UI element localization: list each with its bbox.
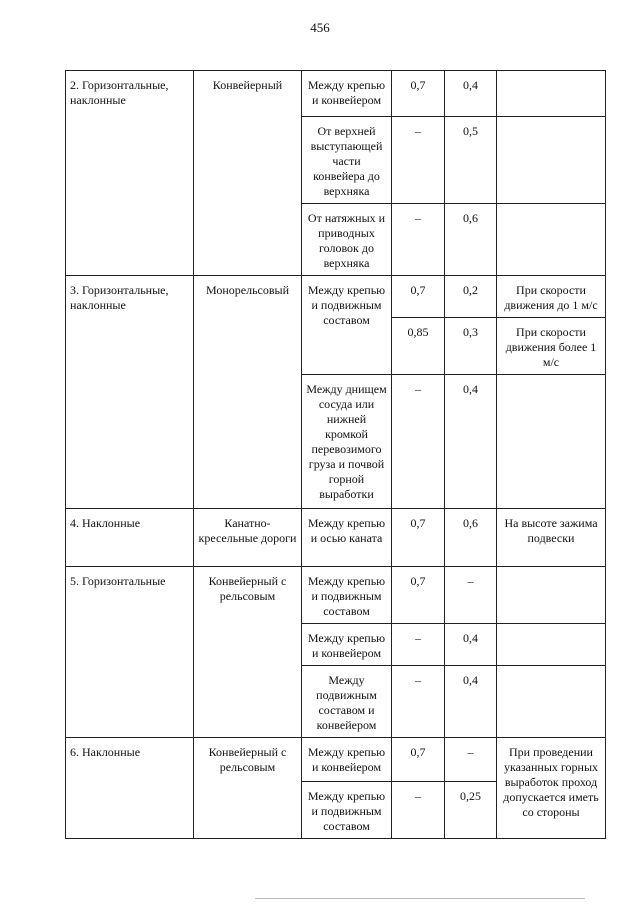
note-cell xyxy=(497,117,606,204)
clearance-value-2-cell: 0,3 xyxy=(445,318,497,375)
bottom-rule xyxy=(255,898,585,899)
workings-type-cell: 5. Горизонтальные xyxy=(66,567,194,738)
note-cell: При проведении указанных горных выработок проход допускается иметь со стороны xyxy=(497,738,606,839)
clearance-value-2-cell: 0,4 xyxy=(445,624,497,666)
workings-type-cell: 3. Горизонтальные, наклонные xyxy=(66,276,194,509)
workings-type-cell: 6. Наклонные xyxy=(66,738,194,839)
clearance-value-1-cell: 0,7 xyxy=(392,276,445,318)
clearance-value-1-cell: – xyxy=(392,666,445,738)
table-body xyxy=(66,71,606,839)
workings-type-cell: 2. Горизонтальные, наклонные xyxy=(66,71,194,276)
clearance-between-cell: От верхней выступающей части конвейера до верхняка xyxy=(302,117,392,204)
clearance-between-cell: Между крепью и конвейером xyxy=(302,71,392,117)
note-cell xyxy=(497,666,606,738)
note-cell xyxy=(497,204,606,276)
clearance-value-2-cell: 0,6 xyxy=(445,509,497,567)
clearance-value-1-cell: – xyxy=(392,204,445,276)
page-number: 456 xyxy=(310,20,330,35)
clearance-table xyxy=(65,70,606,839)
clearance-value-2-cell: – xyxy=(445,567,497,624)
note-cell: При скорости движения более 1 м/с xyxy=(497,318,606,375)
workings-type-cell: 4. Наклонные xyxy=(66,509,194,567)
clearance-value-1-cell: – xyxy=(392,782,445,839)
clearance-value-2-cell: 0,25 xyxy=(445,782,497,839)
transport-type-cell: Конвейерный xyxy=(194,71,302,276)
clearance-value-1-cell: 0,7 xyxy=(392,509,445,567)
transport-type-cell: Канатно-кресельные дороги xyxy=(194,509,302,567)
note-cell: При скорости движения до 1 м/с xyxy=(497,276,606,318)
note-cell: На высоте зажима подвески xyxy=(497,509,606,567)
table-row xyxy=(66,509,606,567)
clearance-between-cell: Между крепью и подвижным составом xyxy=(302,782,392,839)
clearance-value-1-cell: 0,7 xyxy=(392,738,445,782)
clearance-value-2-cell: 0,2 xyxy=(445,276,497,318)
clearance-between-cell: Между крепью и подвижным составом xyxy=(302,276,392,375)
transport-type-cell: Конвейерный с рельсовым xyxy=(194,738,302,839)
clearance-value-2-cell: 0,6 xyxy=(445,204,497,276)
clearance-between-cell: Между днищем сосуда или нижней кромкой перевозимого груза и почвой горной выработки xyxy=(302,375,392,509)
clearance-value-1-cell: 0,7 xyxy=(392,71,445,117)
note-cell xyxy=(497,624,606,666)
table-row xyxy=(66,567,606,624)
table-row xyxy=(66,276,606,318)
clearance-value-1-cell: – xyxy=(392,375,445,509)
clearance-value-2-cell: 0,4 xyxy=(445,375,497,509)
table-row xyxy=(66,738,606,782)
clearance-between-cell: Между крепью и конвейером xyxy=(302,624,392,666)
clearance-value-1-cell: 0,85 xyxy=(392,318,445,375)
note-cell xyxy=(497,375,606,509)
clearance-value-1-cell: 0,7 xyxy=(392,567,445,624)
clearance-value-1-cell: – xyxy=(392,624,445,666)
clearance-value-2-cell: 0,4 xyxy=(445,71,497,117)
clearance-between-cell: Между крепью и осью каната xyxy=(302,509,392,567)
clearance-value-2-cell: – xyxy=(445,738,497,782)
table-row xyxy=(66,71,606,117)
transport-type-cell: Монорельсовый xyxy=(194,276,302,509)
note-cell xyxy=(497,71,606,117)
transport-type-cell: Конвейерный с рельсовым xyxy=(194,567,302,738)
clearance-value-1-cell: – xyxy=(392,117,445,204)
note-cell xyxy=(497,567,606,624)
clearance-between-cell: От натяжных и приводных головок до верхняка xyxy=(302,204,392,276)
clearance-between-cell: Между крепью и подвижным составом xyxy=(302,567,392,624)
clearance-between-cell: Между крепью и конвейером xyxy=(302,738,392,782)
clearance-value-2-cell: 0,5 xyxy=(445,117,497,204)
clearance-between-cell: Между подвижным составом и конвейером xyxy=(302,666,392,738)
clearance-value-2-cell: 0,4 xyxy=(445,666,497,738)
